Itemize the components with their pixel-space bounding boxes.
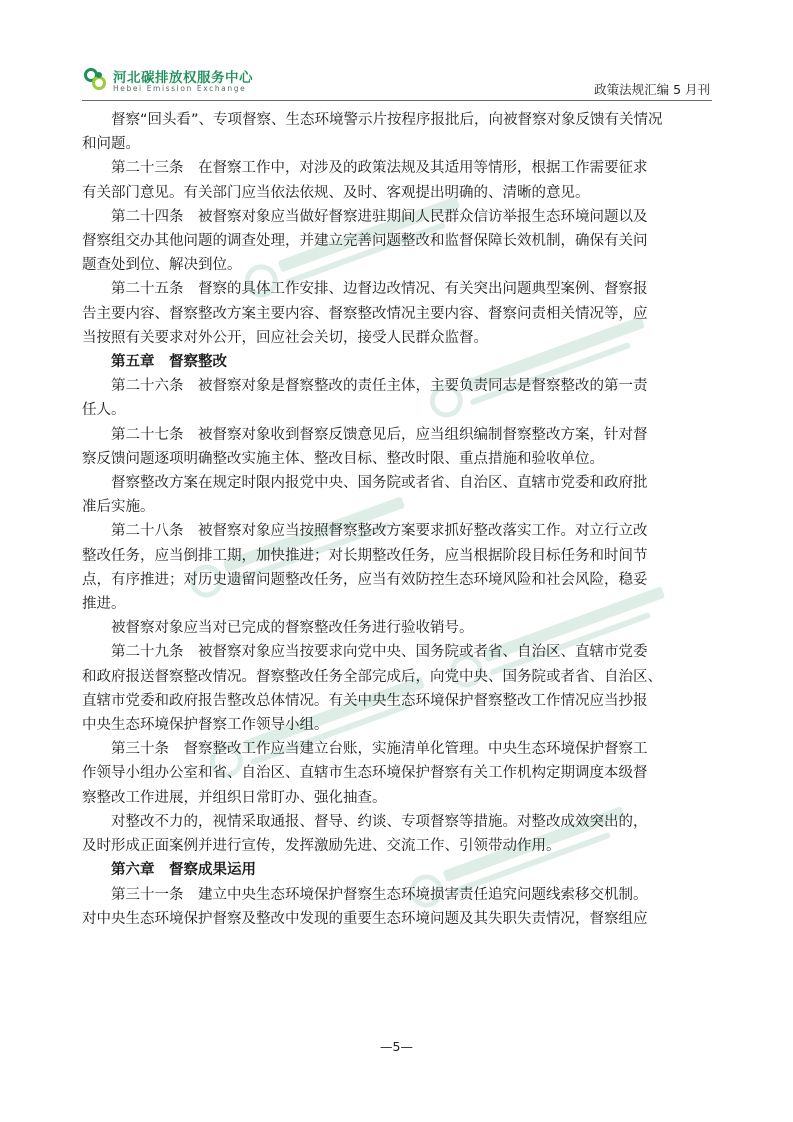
paragraph: 被督察对象应当对已完成的督察整改任务进行验收销号。: [111, 620, 474, 637]
article-26: 第二十六条 被督察对象是督察整改的责任主体，主要负责同志是督察整改的第一责 任人。: [82, 378, 648, 419]
article-31: 第三十一条 建立中央生态环境保护督察生态环境损害责任追究问题线索移交机制。 对中央生态环境保护督察及整改中发现的重要生态环境问题及其失职失责情况，督察组应: [82, 886, 648, 927]
article-28: 第二十八条 被督察对象应当按照督察整改方案要求抓好整改落实工作。对立行立改 整改任务，应当倒排工期，加快推进；对长期整改任务，应当根据阶段目标任务和时间节 点，有序推进；对历史遗留问题整改任务，应当有效防控生态环境风险和社会风险，稳妥 推进。: [82, 523, 648, 613]
article-24: 第二十四条 被督察对象应当做好督察进驻期间人民群众信访举报生态环境问题以及 督察组交办其他问题的调查处理，并建立完善问题整改和监督保障长效机制，确保有关问 题查处到位、解决到位。: [82, 208, 648, 274]
article-27: 第二十七条 被督察对象收到督察反馈意见后，应当组织编制督察整改方案，针对督 察反馈问题逐项明确整改实施主体、整改目标、整改时限、重点措施和验收单位。: [82, 426, 648, 467]
article-29: 第二十九条 被督察对象应当按要求向党中央、国务院或者省、自治区、直辖市党委 和政府报送督察整改情况。督察整改任务全部完成后，向党中央、国务院或者省、自治区、 直辖市党委和政府报告整改总体情况。有关中央生态环境保护督察整改工作情况应当抄报 中央生态环境保护督察工作领导小组。: [82, 644, 662, 734]
page-number: —5—: [380, 1039, 413, 1054]
org-name-cn: 河北碳排放权服务中心: [113, 70, 253, 86]
paragraph: 督察整改方案在规定时限内报党中央、国务院或者省、自治区、直辖市党委和政府批 准后实施。: [82, 475, 648, 516]
chapter-heading: 第六章 督察成果运用: [111, 862, 256, 879]
issue-label: 政策法规汇编 5 月刊: [594, 82, 710, 97]
article-30: 第三十条 督察整改工作应当建立台账，实施清单化管理。中央生态环境保护督察工 作领导小组办公室和省、自治区、直辖市生态环境保护督察有关工作机构定期调度本级督 察整改工作进展，并组织日常盯办、强化抽查。: [82, 741, 648, 806]
paragraph: 对整改不力的，视情采取通报、督导、约谈、专项督察等措施。对整改成效突出的， 及时形成正面案例并进行宣传，发挥激励先进、交流工作、引领带动作用。: [82, 813, 648, 855]
page-header: [82, 62, 712, 98]
chapter-heading: 第五章 督察整改: [111, 354, 227, 371]
org-logo-icon: [82, 66, 108, 92]
paragraph: 督察“回头看”、专项督察、生态环境警示片按程序报批后，向被督察对象反馈有关情况 和问题。: [82, 112, 663, 153]
org-name-en: Hebei Emission Exchange: [113, 84, 247, 93]
document-body: [82, 108, 712, 931]
article-23: 第二十三条 在督察工作中，对涉及的政策法规及其适用等情形，根据工作需要征求 有关部门意见。有关部门应当依法依规、及时、客观提出明确的、清晰的意见。: [82, 160, 648, 201]
article-25: 第二十五条 督察的具体工作安排、边督边改情况、有关突出问题典型案例、督察报 告主要内容、督察整改方案主要内容、督察整改情况主要内容、督察问责相关情况等，应 当按照有关要求对外公开，回应社会关切，接受人民群众监督。: [82, 281, 648, 346]
header-divider: [82, 100, 712, 101]
